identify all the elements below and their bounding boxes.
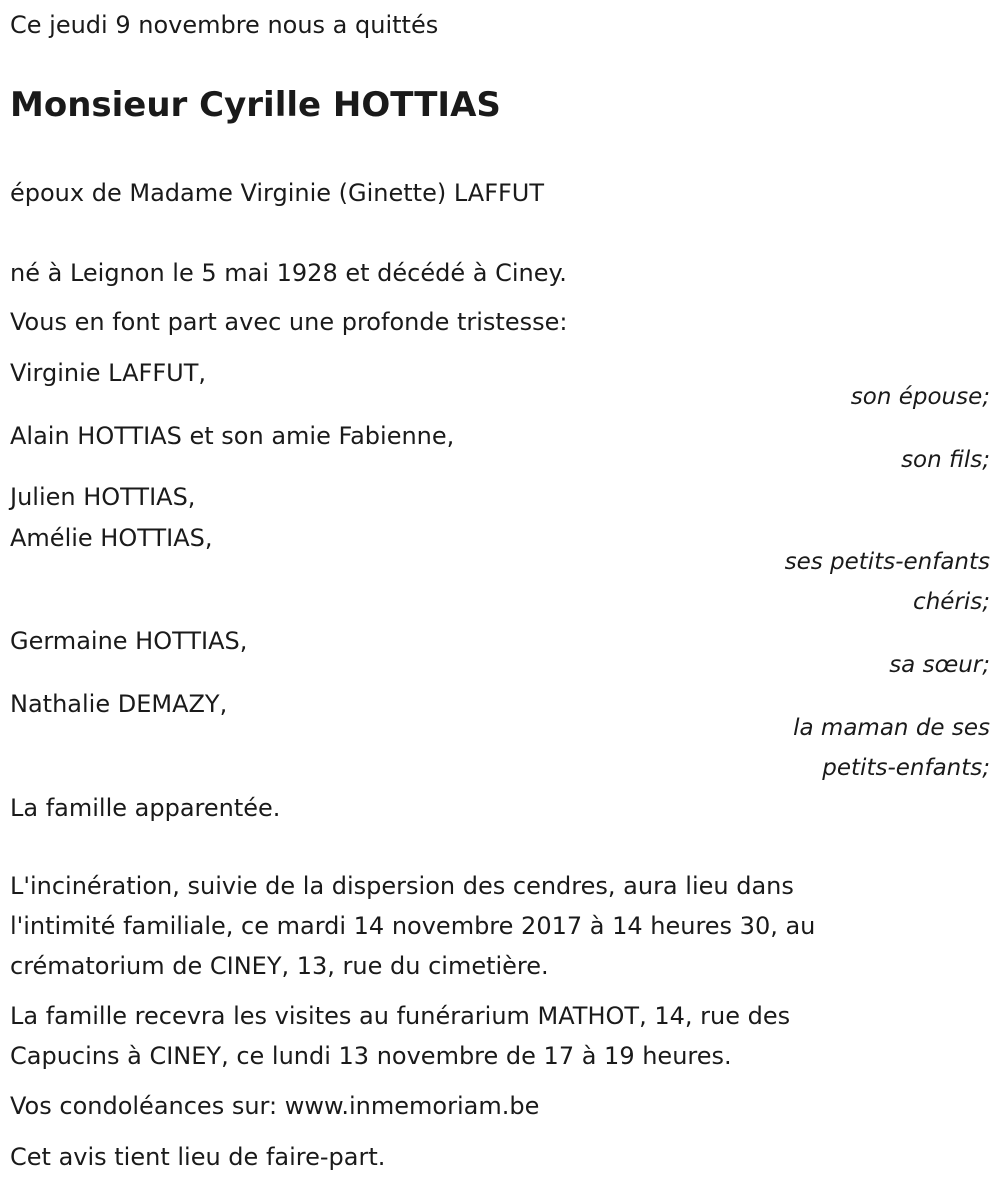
birth-death-line: né à Leignon le 5 mai 1928 et décédé à Ciney.	[10, 259, 567, 287]
family-member-name: Germaine HOTTIAS,	[10, 627, 248, 655]
family-member-name: Virginie LAFFUT,	[10, 359, 206, 387]
family-member-name: Alain HOTTIAS et son amie Fabienne,	[10, 422, 455, 450]
deceased-name: Monsieur Cyrille HOTTIAS	[10, 85, 501, 125]
cremation-line: l'intimité familiale, ce mardi 14 novembre 2017 à 14 heures 30, au	[10, 912, 816, 940]
closing-line: Cet avis tient lieu de faire-part.	[10, 1143, 386, 1171]
family-member-name: Amélie HOTTIAS,	[10, 524, 213, 552]
visits-line: La famille recevra les visites au funérarium MATHOT, 14, rue des	[10, 1002, 791, 1030]
family-relation: son épouse;	[850, 384, 990, 410]
family-relation: petits-enfants;	[822, 755, 990, 781]
extended-family: La famille apparentée.	[10, 794, 281, 822]
cremation-line: L'incinération, suivie de la dispersion des cendres, aura lieu dans	[10, 872, 794, 900]
condolences-line: Vos condoléances sur: www.inmemoriam.be	[10, 1092, 540, 1120]
family-relation: ses petits-enfants	[784, 549, 990, 575]
intro-text: Ce jeudi 9 novembre nous a quittés	[10, 11, 439, 39]
family-relation: son fils;	[901, 447, 990, 473]
family-relation: chéris;	[913, 589, 990, 615]
cremation-line: crématorium de CINEY, 13, rue du cimetière.	[10, 952, 549, 980]
spouse-line: époux de Madame Virginie (Ginette) LAFFUT	[10, 179, 545, 207]
visits-line: Capucins à CINEY, ce lundi 13 novembre de 17 à 19 heures.	[10, 1042, 732, 1070]
family-relation: sa sœur;	[889, 652, 990, 678]
family-member-name: Julien HOTTIAS,	[10, 483, 196, 511]
announce-line: Vous en font part avec une profonde tristesse:	[10, 308, 568, 336]
family-relation: la maman de ses	[793, 715, 990, 741]
family-member-name: Nathalie DEMAZY,	[10, 690, 228, 718]
